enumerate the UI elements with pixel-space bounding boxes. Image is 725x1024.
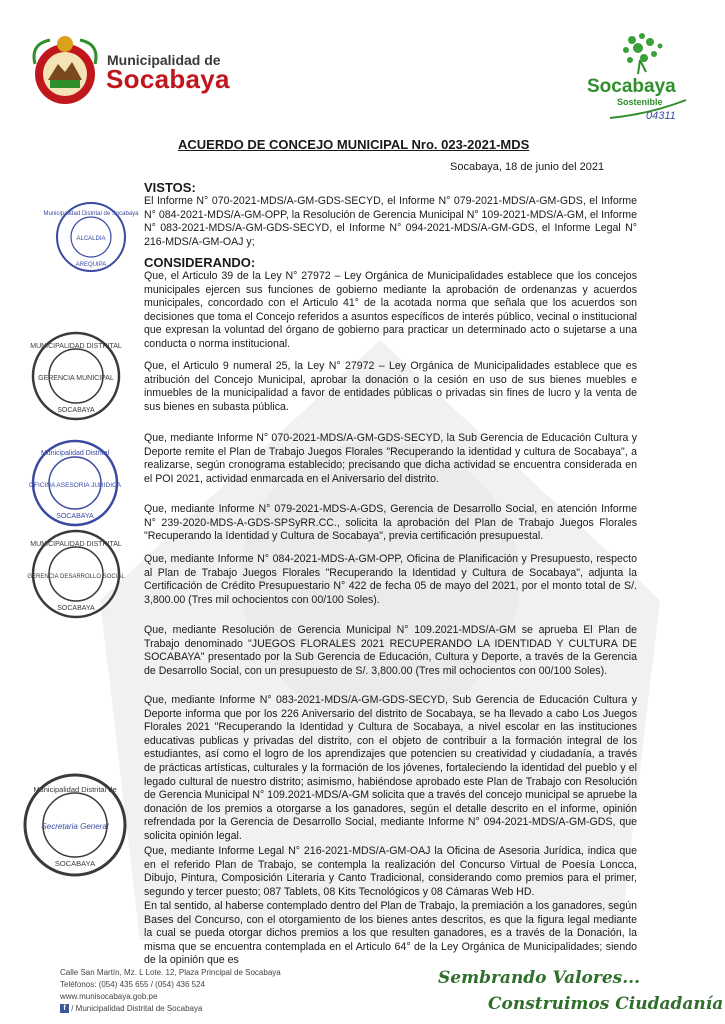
stamp-bottom-text: SOCABAYA (57, 605, 95, 612)
stamp-top-text: Municipalidad Distrital de (33, 785, 117, 794)
footer-facebook[interactable] (60, 1004, 202, 1013)
considerando-paragraph: En tal sentido, al haberse contemplado dentro del Plan de Trabajo, la premiación a los ganadores, según Bases del Concurso, con el otorgamiento de los bienes antes descritos, es que la figura legal mediante la cual se pueda otorgar dichos premios a los que resulten ganadores, es a través de la Donación, la misma que se encuentra contemplada en el Articulo 64° de la Ley Orgánica de Municipalidades; siendo de la opinión que es (144, 900, 637, 967)
footer-phones: Teléfonos: (054) 435 655 / (054) 436 524 (60, 980, 205, 989)
stamp-top-text: Municipalidad Distrital (40, 450, 110, 457)
header-municipality-name: Socabaya (106, 64, 230, 94)
document-title: ACUERDO DE CONCEJO MUNICIPAL Nro. 023-2021-MDS (178, 137, 530, 152)
considerando-paragraph: Que, mediante Informe N° 079-2021-MDS-A-GDS, Gerencia de Desarrollo Social, en atención Informe N° 239-2020-MDS-A-GDS-SPSyRR.CC., solicita la aprobación del Plan de Trabajo Juegos Florales "Recuperando la Identidad y Cultura de Socabaya", previa certificación presupuestal. (144, 503, 637, 543)
desarrollo-social-stamp (27, 528, 125, 620)
footer-facebook-label: / Municipalidad Distrital de Socabaya (71, 1004, 203, 1013)
stamp-bottom-text: SOCABAYA (54, 859, 96, 868)
stamp-center-text: GERENCIA MUNICIPAL (38, 375, 114, 382)
facebook-icon: f (60, 1004, 69, 1013)
stamp-top-text: Municipalidad Distrital de Socabaya (43, 211, 139, 217)
footer-website[interactable]: www.munisocabaya.gob.pe (60, 992, 158, 1001)
document-date: Socabaya, 18 de junio del 2021 (450, 161, 605, 173)
stamp-top-text: MUNICIPALIDAD DISTRITAL (30, 343, 122, 350)
considerando-paragraph: Que, mediante Informe N° 070-2021-MDS/A-GM-GDS-SECYD, la Sub Gerencia de Educación Cultura y Deporte remite el Plan de Trabajo Juegos Florales "Recuperando la identidad y cultura de Socabaya", a realizarse, según cronograma establecido; precisando que dicha actividad se encuentra considerada en el POI 2021, actividad enmarcada en el Aniversario del distrito. (144, 432, 637, 485)
considerando-paragraph: Que, el Articulo 39 de la Ley N° 27972 – Ley Orgánica de Municipalidades establece que los concejos municipales ejercen sus funciones de gobierno mediante la aprobación de ordenanzas y acuerdos municipales, concordado con el Articulo 41° de la acotada norma que señala que los acuerdos son decisiones que toma el Concejo referidos a asuntos específicos de interés público, vecinal o institucional que expresan la voluntad del órgano de gobierno para practicar un determinado acto o sujetarse a una conducta o norma institucional. (144, 270, 637, 350)
footer-address: Calle San Martín, Mz. L Lote. 12, Plaza Principal de Socabaya (60, 968, 281, 977)
considerando-paragraph: Que, mediante Resolución de Gerencia Municipal N° 109.2021-MDS/A-GM se aprueba El Plan de Trabajo denominado "JUEGOS FLORALES 2021 RECUPERANDO LA IDENTIDAD Y CULTURA DE SOCABAYA" presentado por la Sub Gerencia de Educación, Cultura y Deporte, a través de la Gerencia de Desarrollo Social, con un presupuesto de S/. 3,800.00 (Tres mil ochocientos con 00/100 Soles). (144, 624, 637, 677)
stamp-bottom-text: SOCABAYA (56, 513, 94, 520)
vistos-heading: VISTOS: (144, 180, 196, 195)
slogan-line-2: Construimos Ciudadanía (488, 994, 724, 1014)
municipal-coat-of-arms-logo (30, 34, 100, 108)
considerando-paragraph: Que, mediante Informe N° 083-2021-MDS/A-GM-GDS-SECYD, Sub Gerencia de Educación Cultura y Deporte informa que por los 226 Aniversario del distrito de Socabaya, se ha llevado a cabo Los Juegos Florales 2021 "Recuperando la Identidad y Cultura de Socabaya, a nivel escolar en las instituciones educativas publicas y privadas del distrito, con el objeto de contribuir a la formación integral de los estudiantes, así como el logro de los aprendizajes que potencien su creatividad y ciudadanía, a través de prácticas artísticas, culturales y la formación de los jóvenes, fortaleciendo la identidad del pueblo y el legado cultural de nuestro distrito; asimismo, habiéndose aprobado este Plan de Trabajo con Resolución de Gerencia Municipal N° 109.2021-MDS/A-GM solicita que a través del concejo municipal se apruebe la donación de los premios a otorgarse a los ganadores, según el detalle descrito en el informe, opinión refrendada por la Gerencia de Desarrollo Social, mediante Informe N° 094-2021-MDS/A-GM-GDS, que solicita opinión legal. (144, 694, 637, 842)
brand-subtitle: Sostenible (617, 97, 663, 107)
stamp-bottom-text: AREQUIPA (75, 262, 107, 268)
brand-name: Socabaya (587, 76, 676, 97)
handwritten-document-number: 04311 (646, 110, 676, 122)
stamp-bottom-text: SOCABAYA (57, 407, 95, 414)
header-municipality-prefix: Municipalidad de (107, 52, 221, 68)
stamp-center-text: GERENCIA DESARROLLO SOCIAL (27, 574, 125, 580)
stamp-center-text: OFICINA ASESORIA JURIDICA (28, 482, 122, 489)
asesoria-juridica-stamp (30, 438, 120, 528)
stamp-center-text: Secretaria General (41, 822, 109, 831)
gerencia-municipal-stamp (30, 330, 122, 422)
considerando-paragraph: Que, mediante Informe N° 084-2021-MDS-A-GM-OPP, Oficina de Planificación y Presupuesto, respecto al Plan de Trabajo Juegos Florales "Recuperando la Identidad y Cultura de Socabaya", adjunta la Certificación de Crédito Presupuestario N° 422 de fecha 05 de mayo del 2021, por el monto total de S/. 3,800.00 (Tres mil ochocientos con 00/100 Soles). (144, 553, 637, 606)
considerando-heading: CONSIDERANDO: (144, 255, 256, 270)
alcaldia-seal-stamp (43, 200, 139, 274)
secretaria-general-stamp (22, 772, 128, 878)
vistos-text: El Informe N° 070-2021-MDS/A-GM-GDS-SECYD, el Informe N° 079-2021-MDS/A-GM-GDS, el Informe N° 084-2021-MDS/A-GM-OPP, la Resolución de Gerencia Municipal N° 109-2021-MDS/A-GM, el Informe N° 083-2021-MDS/A-GM-GDS-SECYD, el Informe N° 094-2021-MDS/A-GM-GDS, el Informe Legal N° 216-MDS/A-GM-OAJ y; (144, 195, 637, 248)
stamp-top-text: MUNICIPALIDAD DISTRITAL (30, 541, 122, 548)
considerando-paragraph: Que, el Articulo 9 numeral 25, la Ley N° 27972 – Ley Orgánica de Municipalidades establece que es atribución del Concejo Municipal, aprobar la donación o la cesión en uso de sus bienes muebles e inmuebles de la municipalidad a favor de entidades públicas o privadas sin fines de lucro y la venta de sus bienes en subasta pública. (144, 360, 637, 413)
considerando-paragraph: Que, mediante Informe Legal N° 216-2021-MDS/A-GM-OAJ la Oficina de Asesoria Jurídica, indica que en el referido Plan de Trabajo, se contempla la realización del Concurso Virtual de Poesía Loncca, Dibujo, Pintura, Composición Literaria y Canto Tradicional, considerando como premios para el primer, segundo y tercer puesto; 087 Tablets, 08 Kits Tecnológicos y 08 Cámaras Web HD. (144, 845, 637, 898)
stamp-center-text: ALCALDIA (76, 236, 106, 242)
slogan-line-1: Sembrando Valores... (438, 968, 640, 988)
